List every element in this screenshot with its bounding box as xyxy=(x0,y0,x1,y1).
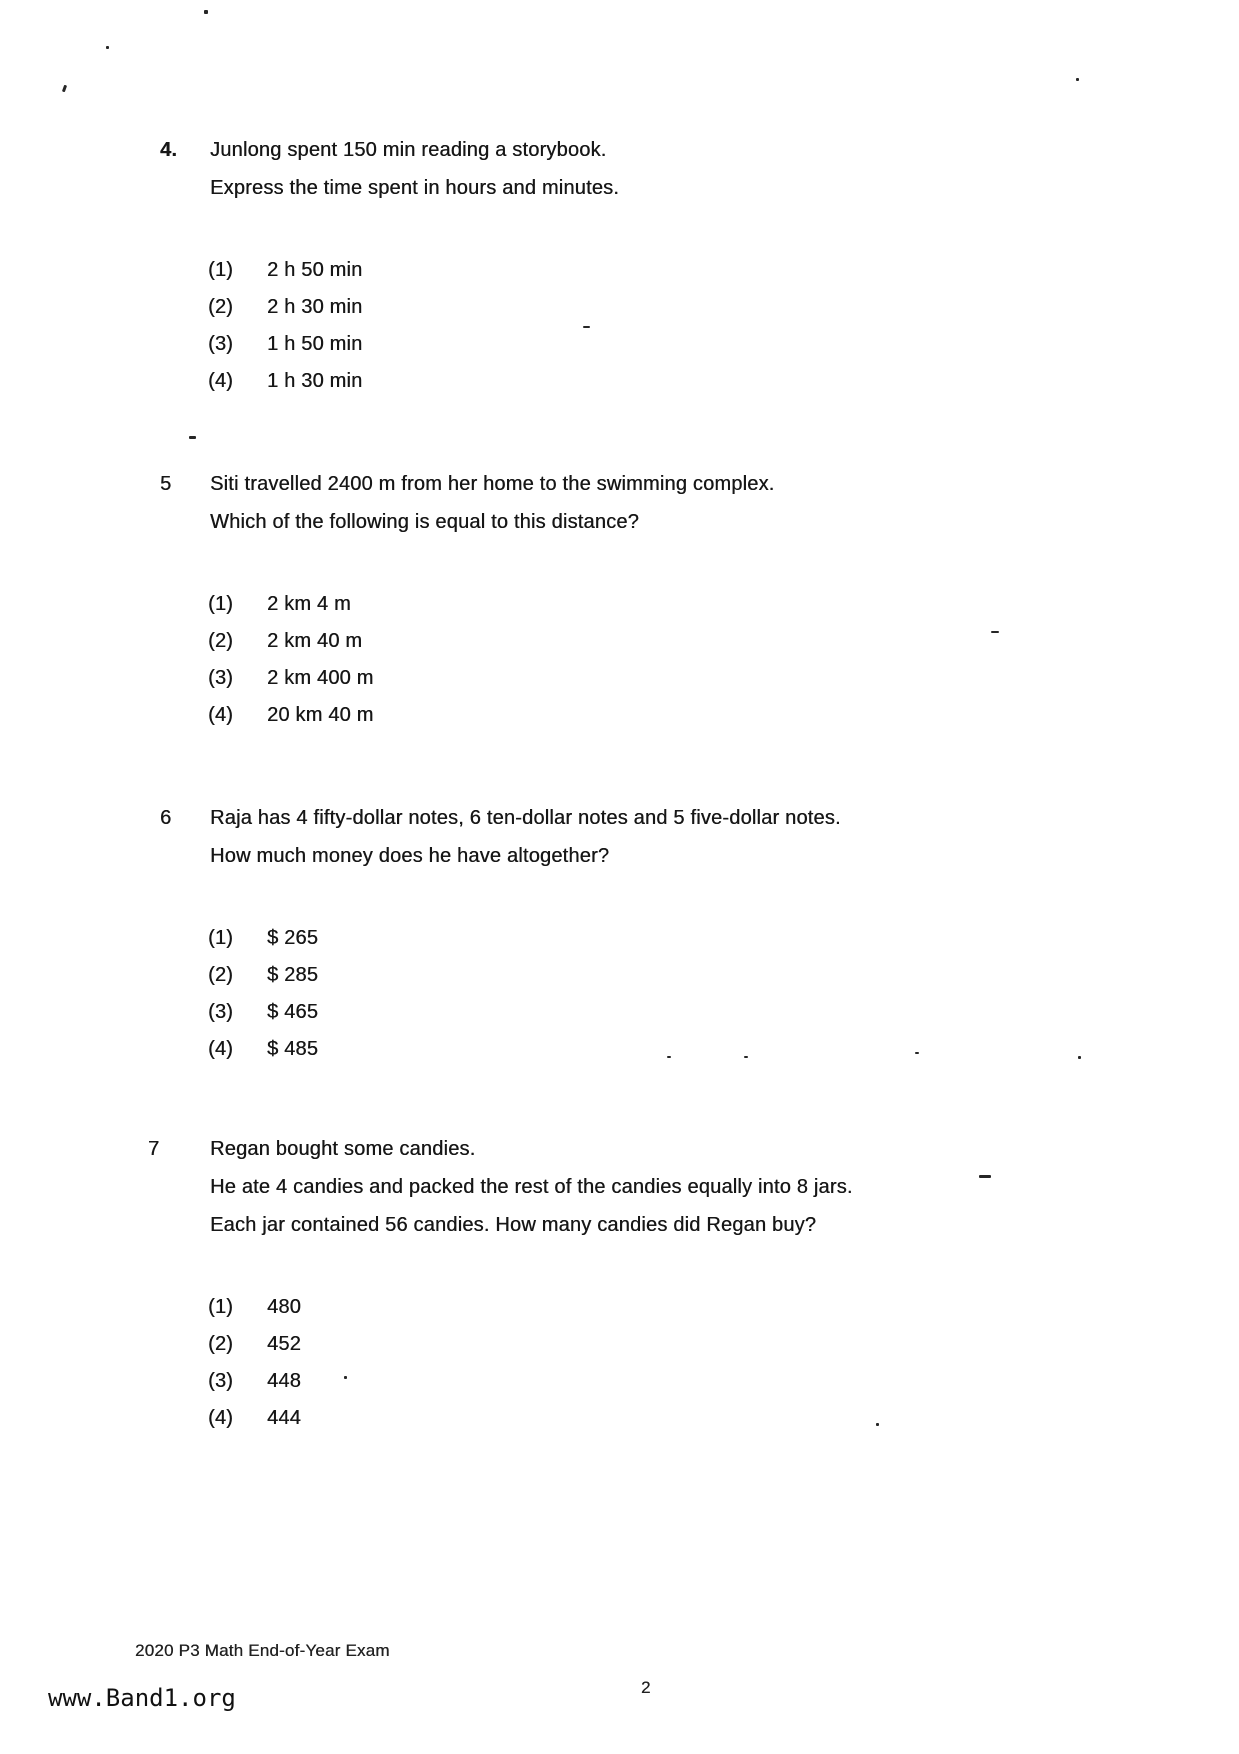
scan-speck xyxy=(744,1056,748,1058)
question-line: Junlong spent 150 min reading a storybook. xyxy=(210,139,607,161)
option-text: 452 xyxy=(267,1333,301,1355)
answer-option xyxy=(208,1326,1100,1363)
answer-option xyxy=(208,660,1100,697)
question-line: Raja has 4 fifty-dollar notes, 6 ten-dollar notes and 5 five-dollar notes. xyxy=(210,807,841,829)
option-label: (3) xyxy=(208,1370,234,1392)
scan-speck xyxy=(667,1056,671,1058)
option-text: $ 465 xyxy=(267,1001,319,1023)
answer-option xyxy=(208,1400,1100,1437)
question-line: Express the time spent in hours and minutes. xyxy=(210,177,620,199)
answer-option xyxy=(208,920,1100,957)
option-label: (4) xyxy=(208,1038,234,1060)
question-text xyxy=(210,799,1100,875)
answer-option xyxy=(208,1289,1100,1326)
scan-speck xyxy=(62,85,67,93)
answer-options xyxy=(208,1289,1100,1437)
scan-speck xyxy=(915,1052,919,1054)
answer-option xyxy=(208,586,1100,623)
option-text: 2 h 50 min xyxy=(267,259,363,281)
option-text: 1 h 50 min xyxy=(267,333,363,355)
answer-options xyxy=(208,586,1100,734)
answer-option xyxy=(208,994,1100,1031)
scan-speck xyxy=(1076,78,1079,81)
option-text: $ 485 xyxy=(267,1038,319,1060)
question-number: 7 xyxy=(148,1138,160,1160)
option-text: 2 km 40 m xyxy=(267,630,363,652)
option-label: (1) xyxy=(208,259,234,281)
question-number: 5 xyxy=(160,473,172,495)
answer-option xyxy=(208,363,1100,400)
scan-speck xyxy=(1078,1056,1081,1059)
question-line: Which of the following is equal to this distance? xyxy=(210,511,639,533)
option-text: 2 km 400 m xyxy=(267,667,374,689)
answer-options xyxy=(208,920,1100,1068)
option-label: (3) xyxy=(208,1001,234,1023)
answer-option xyxy=(208,252,1100,289)
question-text xyxy=(210,1130,1100,1244)
question-line: Siti travelled 2400 m from her home to the swimming complex. xyxy=(210,473,775,495)
question-line: Regan bought some candies. xyxy=(210,1138,476,1160)
answer-option xyxy=(208,1031,1100,1068)
scan-speck xyxy=(344,1376,347,1379)
question-text xyxy=(210,465,1100,541)
question-4 xyxy=(0,131,1100,400)
footer-exam-label: 2020 P3 Math End-of-Year Exam xyxy=(135,1641,390,1660)
question-number: 4. xyxy=(160,139,178,161)
option-label: (4) xyxy=(208,1407,234,1429)
option-text: 444 xyxy=(267,1407,301,1429)
scan-speck xyxy=(189,436,196,439)
option-label: (2) xyxy=(208,964,234,986)
answer-option xyxy=(208,697,1100,734)
question-line: He ate 4 candies and packed the rest of the candies equally into 8 jars. xyxy=(210,1176,853,1198)
scan-speck xyxy=(876,1423,879,1426)
option-label: (4) xyxy=(208,704,234,726)
scan-speck xyxy=(204,10,208,14)
answer-options xyxy=(208,252,1100,400)
option-text: 448 xyxy=(267,1370,301,1392)
option-text: 2 km 4 m xyxy=(267,593,351,615)
option-label: (1) xyxy=(208,1296,234,1318)
option-label: (3) xyxy=(208,333,234,355)
option-text: 480 xyxy=(267,1296,301,1318)
scan-speck xyxy=(991,631,999,633)
option-label: (2) xyxy=(208,296,234,318)
option-label: (1) xyxy=(208,927,234,949)
question-number: 6 xyxy=(160,807,172,829)
option-text: 2 h 30 min xyxy=(267,296,363,318)
answer-option xyxy=(208,623,1100,660)
page-number: 2 xyxy=(641,1678,651,1697)
option-label: (2) xyxy=(208,1333,234,1355)
question-line: How much money does he have altogether? xyxy=(210,845,610,867)
option-text: 20 km 40 m xyxy=(267,704,374,726)
question-text xyxy=(210,131,1100,207)
scan-speck xyxy=(979,1175,991,1178)
answer-option xyxy=(208,326,1100,363)
question-5 xyxy=(0,465,1100,734)
option-text: $ 265 xyxy=(267,927,319,949)
scan-speck xyxy=(583,326,590,328)
scan-speck xyxy=(106,46,109,49)
option-label: (2) xyxy=(208,630,234,652)
option-text: $ 285 xyxy=(267,964,319,986)
question-7 xyxy=(0,1130,1100,1437)
answer-option xyxy=(208,1363,1100,1400)
option-label: (1) xyxy=(208,593,234,615)
answer-option xyxy=(208,289,1100,326)
question-6 xyxy=(0,799,1100,1068)
option-label: (4) xyxy=(208,370,234,392)
option-text: 1 h 30 min xyxy=(267,370,363,392)
option-label: (3) xyxy=(208,667,234,689)
footer-site-label: www.Band1.org xyxy=(48,1684,236,1712)
answer-option xyxy=(208,957,1100,994)
question-line: Each jar contained 56 candies. How many candies did Regan buy? xyxy=(210,1214,817,1236)
